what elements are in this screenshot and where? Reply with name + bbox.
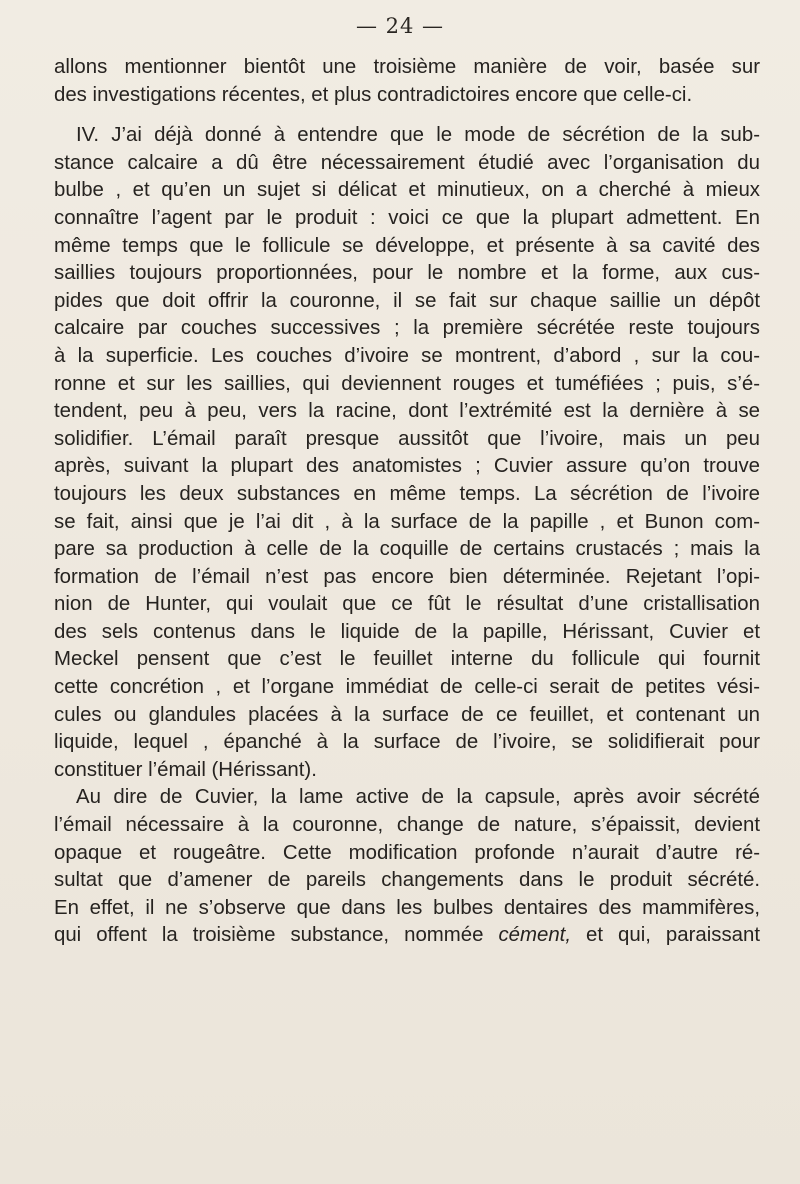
text-line: IV. J’ai déjà donné à entendre que le mode de sécrétion de la sub- — [76, 124, 760, 147]
text-line: sultat que d’amener de pareils changements dans le produit sécrété. — [54, 869, 760, 892]
text-line: pare sa production à celle de la coquille de certains crustacés ; mais la — [54, 538, 760, 561]
text-line: allons mentionner bientôt une troisième manière de voir, basée sur — [54, 56, 760, 78]
body-text — [54, 54, 760, 950]
text-segment: qui offent la troisième substance, nommée — [54, 924, 484, 947]
text-line: des sels contenus dans le liquide de la papille, Hérissant, Cuvier et — [54, 620, 760, 643]
text-line: calcaire par couches successives ; la première sécrétée reste toujours — [54, 317, 760, 340]
text-line: se fait, ainsi que je l’ai dit , à la surface de la papille , et Bunon com- — [54, 510, 760, 533]
text-line: ronne et sur les saillies, qui deviennent rouges et tuméfiées ; puis, s’é- — [54, 372, 760, 395]
text-line: En effet, il ne s’observe que dans les bulbes dentaires des mammifères, — [54, 896, 760, 919]
text-line: formation de l’émail n’est pas encore bien déterminée. Rejetant l’opi- — [54, 565, 760, 588]
text-line: tendent, peu à peu, vers la racine, dont l’extrémité est la dernière à se — [54, 400, 760, 423]
text-line: l’émail nécessaire à la couronne, change de nature, s’épaissit, devient — [54, 814, 760, 837]
text-line: cette concrétion , et l’organe immédiat de celle-ci serait de petites vési- — [54, 676, 760, 699]
italic-term: cément, — [498, 924, 571, 947]
text-line: nion de Hunter, qui voulait que ce fût le résultat d’une cristallisation — [54, 593, 760, 616]
text-line: même temps que le follicule se développe, et présente à sa cavité des — [54, 234, 760, 257]
text-line: opaque et rougeâtre. Cette modification profonde n’aurait d’autre ré- — [54, 841, 760, 864]
text-line: Au dire de Cuvier, la lame active de la capsule, après avoir sécrété — [76, 786, 760, 809]
text-line: à la superficie. Les couches d’ivoire se montrent, d’abord , sur la cou- — [54, 344, 760, 367]
text-line: stance calcaire a dû être nécessairement étudié avec l’organisation du — [54, 151, 760, 174]
text-segment: et qui, paraissant — [586, 924, 760, 947]
text-line: liquide, lequel , épanché à la surface de l’ivoire, se solidifierait pour — [54, 731, 760, 754]
text-line: saillies toujours proportionnées, pour le nombre et la forme, aux cus- — [54, 262, 760, 285]
text-line: bulbe , et qu’en un sujet si délicat et minutieux, on a cherché à mieux — [54, 179, 760, 202]
text-line: solidifier. L’émail paraît presque aussitôt que l’ivoire, mais un peu — [54, 427, 760, 450]
text-line: pides que doit offrir la couronne, il se fait sur chaque saillie un dépôt — [54, 289, 760, 312]
text-line: connaître l’agent par le produit : voici ce que la plupart admettent. En — [54, 206, 760, 229]
text-line: toujours les deux substances en même temps. La sécrétion de l’ivoire — [54, 482, 760, 505]
text-line: Meckel pensent que c’est le feuillet interne du follicule qui fournit — [54, 648, 760, 671]
text-line: des investigations récentes, et plus contradictoires encore que celle-ci. — [54, 83, 693, 106]
text-line: constituer l’émail (Hérissant). — [54, 758, 317, 781]
text-line: cules ou glandules placées à la surface de ce feuillet, et contenant un — [54, 703, 760, 726]
page-number: — 24 — — [355, 14, 445, 38]
text-line-final — [54, 922, 760, 950]
text-line: après, suivant la plupart des anatomistes ; Cuvier assure qu’on trouve — [54, 455, 760, 478]
